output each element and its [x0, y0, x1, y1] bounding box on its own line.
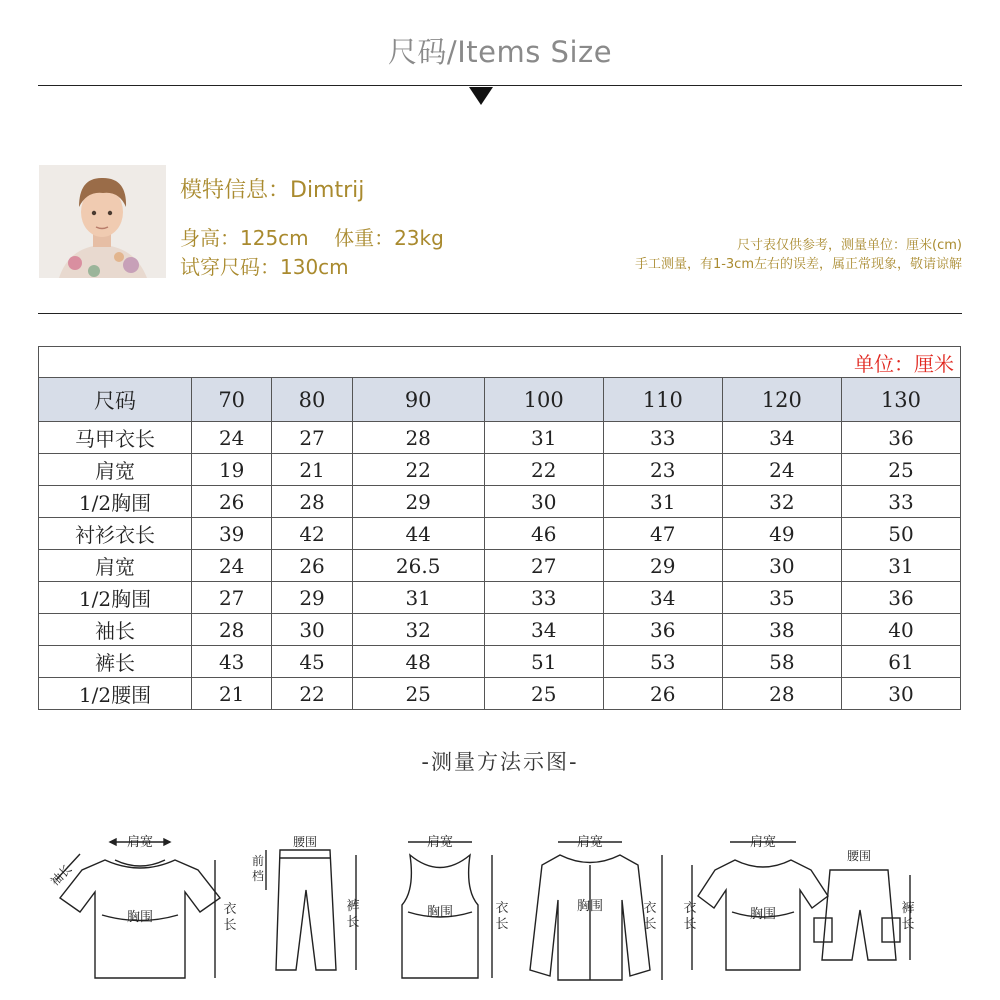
table-cell: 31 [484, 422, 603, 454]
svg-text:长: 长 [223, 918, 237, 933]
table-cell: 26 [272, 550, 352, 582]
table-cell: 22 [484, 454, 603, 486]
svg-text:衣: 衣 [223, 902, 237, 917]
table-cell: 22 [352, 454, 484, 486]
table-cell: 26 [192, 486, 272, 518]
table-cell: 29 [603, 550, 722, 582]
model-photo [39, 165, 166, 278]
table-cell: 38 [722, 614, 841, 646]
size-note-reference: 尺寸表仅供参考，测量单位：厘米(cm) [737, 238, 962, 253]
table-cell: 27 [484, 550, 603, 582]
unit-row [39, 347, 961, 378]
table-cell: 40 [841, 614, 960, 646]
table-cell: 36 [841, 422, 960, 454]
size-header-label: 尺码 [39, 378, 192, 422]
row-label: 裤长 [39, 646, 192, 678]
diagram-label-chest: 胸围 [126, 910, 154, 925]
tshirt-diagram-icon [47, 835, 236, 978]
svg-text:裤: 裤 [346, 899, 360, 914]
table-cell: 33 [603, 422, 722, 454]
table-cell: 19 [192, 454, 272, 486]
svg-text:衣: 衣 [495, 901, 509, 916]
table-cell: 30 [722, 550, 841, 582]
table-cell: 58 [722, 646, 841, 678]
model-try-size: 试穿尺码：130cm [180, 255, 349, 279]
table-cell: 39 [192, 518, 272, 550]
svg-text:前: 前 [251, 854, 265, 868]
title-divider [38, 85, 962, 86]
table-cell: 28 [722, 678, 841, 710]
table-cell: 25 [484, 678, 603, 710]
table-cell: 36 [841, 582, 960, 614]
row-label: 1/2胸围 [39, 486, 192, 518]
svg-text:胸围: 胸围 [576, 899, 604, 914]
row-label: 马甲衣长 [39, 422, 192, 454]
table-row [39, 518, 961, 550]
table-cell: 24 [192, 550, 272, 582]
table-row [39, 550, 961, 582]
table-cell: 33 [484, 582, 603, 614]
table-cell: 34 [722, 422, 841, 454]
table-cell: 51 [484, 646, 603, 678]
measure-section-title: -测量方法示图- [421, 750, 579, 774]
svg-text:长: 长 [683, 917, 697, 932]
svg-text:裤: 裤 [901, 901, 915, 916]
table-cell: 30 [484, 486, 603, 518]
table-cell: 21 [272, 454, 352, 486]
table-row [39, 582, 961, 614]
table-cell: 28 [272, 486, 352, 518]
model-height-weight: 身高：125cm 体重：23kg [180, 226, 444, 250]
table-cell: 28 [192, 614, 272, 646]
table-cell: 21 [192, 678, 272, 710]
size-header-80: 80 [272, 378, 352, 422]
table-cell: 28 [352, 422, 484, 454]
size-header-row [39, 378, 961, 422]
svg-text:腰围: 腰围 [846, 849, 872, 863]
jacket-diagram-icon [530, 835, 662, 980]
vest-diagram-icon [402, 835, 509, 978]
table-cell: 29 [272, 582, 352, 614]
svg-text:长: 长 [901, 917, 915, 932]
table-cell: 27 [272, 422, 352, 454]
table-cell: 47 [603, 518, 722, 550]
diagram-label-shoulder: 肩宽 [126, 835, 154, 850]
row-label: 1/2腰围 [39, 678, 192, 710]
page-title: 尺码/Items Size [387, 35, 613, 69]
table-cell: 31 [603, 486, 722, 518]
tshirt-shorts-diagram-icon [683, 835, 914, 970]
table-cell: 42 [272, 518, 352, 550]
row-label: 肩宽 [39, 454, 192, 486]
table-cell: 31 [841, 550, 960, 582]
row-label: 衬衫衣长 [39, 518, 192, 550]
table-cell: 25 [841, 454, 960, 486]
measurement-diagram [30, 820, 970, 990]
svg-text:长: 长 [346, 915, 360, 930]
table-cell: 35 [722, 582, 841, 614]
table-row [39, 486, 961, 518]
table-cell: 26.5 [352, 550, 484, 582]
table-cell: 50 [841, 518, 960, 550]
unit-label: 单位：厘米 [39, 347, 961, 378]
pants-diagram-icon [252, 835, 360, 970]
table-cell: 61 [841, 646, 960, 678]
down-triangle-icon [469, 87, 493, 105]
table-cell: 32 [722, 486, 841, 518]
svg-text:长: 长 [495, 917, 509, 932]
size-header-90: 90 [352, 378, 484, 422]
table-cell: 31 [352, 582, 484, 614]
section-divider [38, 313, 962, 314]
table-cell: 34 [603, 582, 722, 614]
table-cell: 24 [722, 454, 841, 486]
table-cell: 24 [192, 422, 272, 454]
table-cell: 29 [352, 486, 484, 518]
model-name: 模特信息：Dimtrij [180, 178, 365, 203]
table-row [39, 422, 961, 454]
svg-text:档: 档 [251, 869, 265, 883]
size-header-130: 130 [841, 378, 960, 422]
table-cell: 45 [272, 646, 352, 678]
table-cell: 53 [603, 646, 722, 678]
svg-text:衣: 衣 [683, 901, 697, 916]
table-cell: 43 [192, 646, 272, 678]
size-header-110: 110 [603, 378, 722, 422]
table-cell: 32 [352, 614, 484, 646]
table-cell: 34 [484, 614, 603, 646]
table-cell: 26 [603, 678, 722, 710]
svg-text:肩宽: 肩宽 [576, 835, 604, 850]
svg-text:肩宽: 肩宽 [749, 835, 777, 850]
row-label: 肩宽 [39, 550, 192, 582]
svg-text:胸围: 胸围 [749, 907, 777, 922]
row-label: 1/2胸围 [39, 582, 192, 614]
size-table [38, 346, 961, 710]
table-cell: 27 [192, 582, 272, 614]
size-header-70: 70 [192, 378, 272, 422]
svg-text:长: 长 [643, 917, 657, 932]
table-row [39, 678, 961, 710]
table-cell: 30 [841, 678, 960, 710]
table-row [39, 454, 961, 486]
size-header-120: 120 [722, 378, 841, 422]
table-cell: 22 [272, 678, 352, 710]
table-cell: 30 [272, 614, 352, 646]
row-label: 袖长 [39, 614, 192, 646]
diagram-label-vest-shoulder: 肩宽 [426, 835, 454, 850]
table-cell: 25 [352, 678, 484, 710]
table-cell: 36 [603, 614, 722, 646]
table-cell: 49 [722, 518, 841, 550]
table-cell: 23 [603, 454, 722, 486]
diagram-label-waist: 腰围 [292, 835, 318, 849]
table-cell: 48 [352, 646, 484, 678]
svg-text:衣: 衣 [643, 901, 657, 916]
svg-text:胸围: 胸围 [426, 905, 454, 920]
table-cell: 44 [352, 518, 484, 550]
table-row [39, 646, 961, 678]
table-cell: 33 [841, 486, 960, 518]
size-header-100: 100 [484, 378, 603, 422]
table-row [39, 614, 961, 646]
diagram-label-sleeve: 袖长 [47, 861, 75, 889]
table-cell: 46 [484, 518, 603, 550]
size-note-error: 手工测量，有1-3cm左右的误差，属正常现象，敬请谅解 [634, 257, 962, 272]
